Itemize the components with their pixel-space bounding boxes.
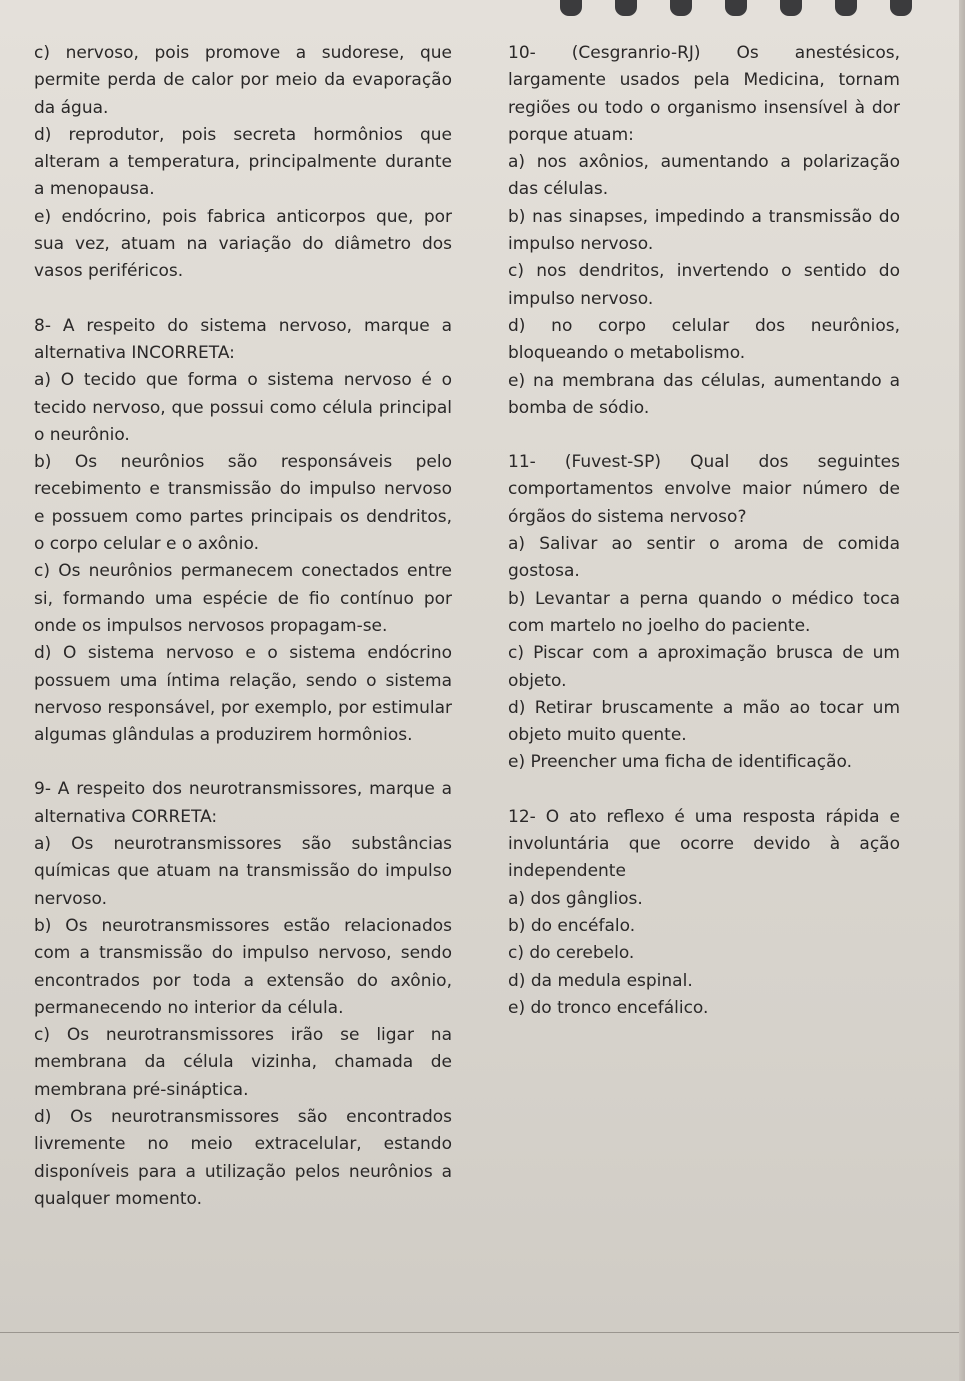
binding-ring — [780, 0, 802, 16]
q12-option-a: a) dos gânglios. — [508, 888, 643, 909]
q11-option-d: d) Retirar bruscamente a mão ao tocar um objeto muito quente. — [508, 697, 900, 746]
q12-option-c: c) do cerebelo. — [508, 943, 635, 964]
page-right-edge — [959, 0, 965, 1381]
q7-option-d: d) reprodutor, pois secreta hormônios que alteram a temperatura, principalmente durante a menopausa. — [34, 124, 452, 200]
q10-option-e: e) na membrana das células, aumentando a bomba de sódio. — [508, 370, 900, 418]
q10-option-d: d) no corpo celular dos neurônios, bloqueando o metabolismo. — [508, 315, 900, 364]
q12-option-d: d) da medula espinal. — [508, 970, 693, 991]
q11-option-a: a) Salivar ao sentir o aroma de comida gostosa. — [508, 534, 900, 582]
q8-option-b: b) Os neurônios são responsáveis pelo recebimento e transmissão do impulso nervoso e possuem como partes principais os dendritos, o corpo celular e o axônio. — [34, 452, 452, 555]
q12-option-b: b) do encéfalo. — [508, 915, 636, 936]
q8-option-d: d) O sistema nervoso e o sistema endócrino possuem uma íntima relação, sendo o sistema nervoso responsável, por exemplo, por estimular algumas glândulas a produzirem hormônios. — [34, 643, 452, 746]
q7-option-e: e) endócrino, pois fabrica anticorpos que, por sua vez, atuam na variação do diâmetro dos vasos periféricos. — [34, 206, 452, 282]
q8-stem: 8- A respeito do sistema nervoso, marque a alternativa INCORRETA: — [34, 315, 452, 363]
q12-option-e: e) do tronco encefálico. — [508, 997, 709, 1018]
q7-option-c: c) nervoso, pois promove a sudorese, que permite perda de calor por meio da evaporação da água. — [34, 43, 452, 118]
left-column — [34, 40, 452, 1213]
q11-option-b: b) Levantar a perna quando o médico toca com martelo no joelho do paciente. — [508, 588, 900, 636]
spiral-binding — [520, 0, 965, 22]
q11-stem: 11- (Fuvest-SP) Qual dos seguintes comportamentos envolve maior número de órgãos do sistema nervoso? — [508, 452, 900, 527]
binding-ring — [560, 0, 582, 16]
binding-ring — [670, 0, 692, 16]
q11-option-e: e) Preencher uma ficha de identificação. — [508, 752, 853, 773]
q10-option-b: b) nas sinapses, impedindo a transmissão do impulso nervoso. — [508, 206, 900, 255]
binding-ring — [615, 0, 637, 16]
q9-option-d: d) Os neurotransmissores são encontrados livremente no meio extracelular, estando disponíveis para a utilização pelos neurônios a qualquer momento. — [34, 1106, 452, 1209]
q10-option-c: c) nos dendritos, invertendo o sentido do impulso nervoso. — [508, 261, 900, 309]
q9-stem: 9- A respeito dos neurotransmissores, marque a alternativa CORRETA: — [34, 779, 452, 827]
q10-stem: 10- (Cesgranrio-RJ) Os anestésicos, largamente usados pela Medicina, tornam regiões ou todo o organismo insensível à dor porque atuam: — [508, 43, 900, 145]
q8-option-a: a) O tecido que forma o sistema nervoso é o tecido nervoso, que possui como célula principal o neurônio. — [34, 370, 452, 445]
right-column — [508, 40, 900, 1022]
page-bottom-edge — [0, 1332, 965, 1333]
q11-option-c: c) Piscar com a aproximação brusca de um objeto. — [508, 643, 900, 691]
binding-ring — [725, 0, 747, 16]
binding-ring — [835, 0, 857, 16]
q9-option-c: c) Os neurotransmissores irão se ligar na membrana da célula vizinha, chamada de membrana pré-sináptica. — [34, 1025, 452, 1100]
q12-stem: 12- O ato reflexo é uma resposta rápida e involuntária que ocorre devido à ação independente — [508, 806, 900, 882]
binding-ring — [890, 0, 912, 16]
q10-option-a: a) nos axônios, aumentando a polarização das células. — [508, 152, 900, 200]
q8-option-c: c) Os neurônios permanecem conectados entre si, formando uma espécie de fio contínuo por onde os impulsos nervosos propagam-se. — [34, 561, 452, 636]
q9-option-a: a) Os neurotransmissores são substâncias químicas que atuam na transmissão do impulso nervoso. — [34, 834, 452, 909]
q9-option-b: b) Os neurotransmissores estão relacionados com a transmissão do impulso nervoso, sendo encontrados por toda a extensão do axônio, permanecendo no interior da célula. — [34, 915, 452, 1018]
